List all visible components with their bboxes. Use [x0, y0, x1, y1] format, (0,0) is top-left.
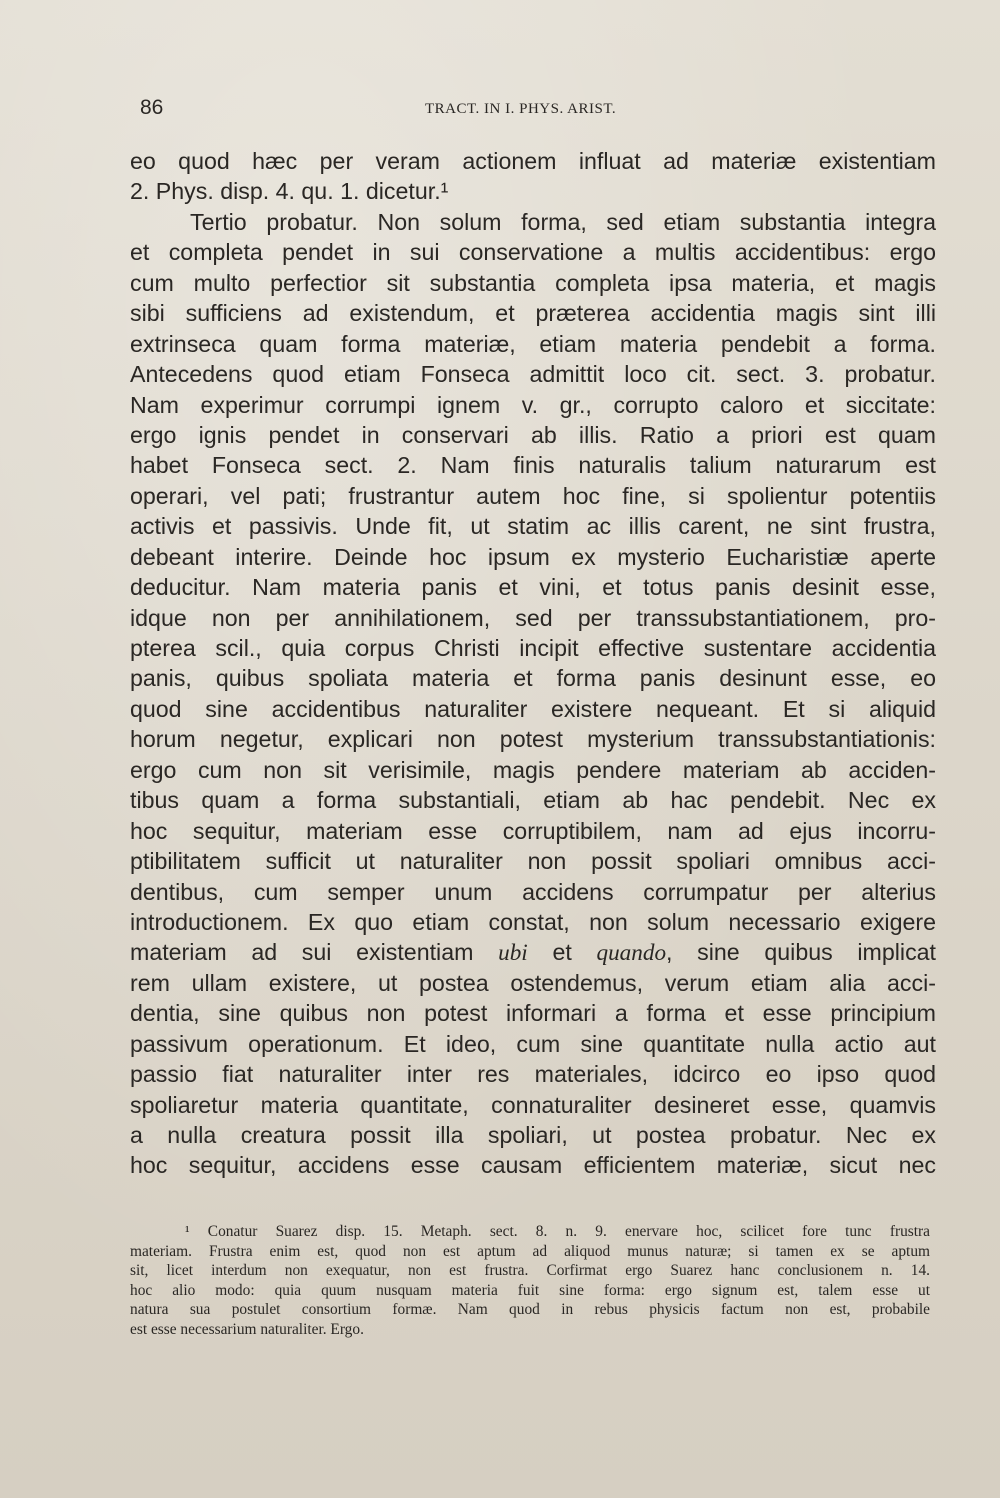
text-line: dentibus, cum semper unum accidens corrumpatur per alterius	[130, 878, 936, 905]
page-header	[140, 96, 934, 120]
text-line: spoliaretur materia quantitate, connaturaliter desineret esse, quamvis	[130, 1091, 936, 1118]
text-line: eo quod hæc per veram actionem influat ad materiæ existentiam	[130, 148, 936, 174]
text-line: deducitur. Nam materia panis et vini, et totus panis desinit esse,	[130, 574, 936, 601]
main-text	[130, 146, 936, 1181]
text-line: passio fiat naturaliter inter res materiales, idcirco eo ipso quod	[130, 1061, 936, 1088]
text-line: introductionem. Ex quo etiam constat, non solum necessario exigere	[130, 908, 936, 935]
footnote-line: sit, licet interdum non exequatur, non est frustra. Corfirmat ergo Suarez hanc conclusionem n. 14.	[130, 1262, 930, 1279]
text-line: sibi sufficiens ad existendum, et præterea accidentia magis sint illi	[130, 300, 936, 327]
text-line: Antecedens quod etiam Fonseca admittit loco cit. sect. 3. probatur.	[130, 361, 936, 388]
text-line: rem ullam existere, ut postea ostendemus, verum etiam alia acci-	[130, 969, 936, 996]
text-line: et completa pendet in sui conservatione a multis accidentibus: ergo	[130, 239, 936, 266]
italic-word-ubi: ubi	[498, 940, 528, 967]
italic-word-quando: quando	[596, 940, 667, 967]
text-line: habet Fonseca sect. 2. Nam finis naturalis talium naturarum est	[130, 452, 936, 479]
footnote-line: est esse necessarium naturaliter. Ergo.	[130, 1320, 364, 1338]
text-fragment: , sine quibus implicat	[666, 939, 936, 966]
text-line: operari, vel pati; frustrantur autem hoc fine, si spolientur potentiis	[130, 482, 936, 509]
text-line	[130, 937, 936, 967]
text-line: activis et passivis. Unde fit, ut statim ac illis carent, ne sint frustra,	[130, 513, 936, 540]
text-line: pterea scil., quia corpus Christi incipit effective sustentare accidentia	[130, 635, 936, 661]
text-fragment: et	[527, 939, 597, 966]
text-line: hoc sequitur, accidens esse causam efficientem materiæ, sicut nec	[130, 1152, 936, 1179]
text-line: ergo ignis pendet in conservari ab illis. Ratio a priori est quam	[130, 421, 936, 448]
text-line: quod sine accidentibus naturaliter existere nequeant. Et si aliquid	[130, 695, 936, 722]
footnote-line: materiam. Frustra enim est, quod non est aptum ad aliquod munus naturæ; si tamen ex se aptum	[130, 1242, 930, 1260]
text-line: horum negetur, explicari non potest mysterium transsubstantiationis:	[130, 726, 936, 753]
text-line: a nulla creatura possit illa spoliari, ut postea probatur. Nec ex	[130, 1122, 936, 1148]
page-number: 86	[140, 96, 164, 119]
footnote-line: hoc alio modo: quia quum nusquam materia fuit sine forma: ergo signum est, talem esse ut	[130, 1281, 930, 1299]
text-line: 2. Phys. disp. 4. qu. 1. dicetur.¹	[130, 178, 449, 205]
text-line: idque non per annihilationem, sed per transsubstantiationem, pro-	[130, 604, 936, 631]
text-line: passivum operationum. Et ideo, cum sine quantitate nulla actio aut	[130, 1030, 936, 1057]
footnote-line: ¹ Conatur Suarez disp. 15. Metaph. sect. 8. n. 9. enervare hoc, scilicet fore tunc frustra	[185, 1223, 930, 1240]
running-head: TRACT. IN I. PHYS. ARIST.	[425, 101, 617, 117]
text-line: ergo cum non sit verisimile, magis pendere materiam ab acciden-	[130, 756, 936, 783]
text-line: extrinseca quam forma materiæ, etiam materia pendebit a forma.	[130, 330, 936, 357]
text-line: debeant interire. Deinde hoc ipsum ex mysterio Eucharistiæ aperte	[130, 543, 936, 570]
text-line: cum multo perfectior sit substantia completa ipsa materia, et magis	[130, 269, 936, 296]
text-line: hoc sequitur, materiam esse corruptibilem, nam ad ejus incorru-	[130, 817, 936, 844]
text-line: tibus quam a forma substantiali, etiam ab hac pendebit. Nec ex	[130, 787, 936, 814]
text-line: Tertio probatur. Non solum forma, sed etiam substantia integra	[190, 208, 936, 235]
text-line: panis, quibus spoliata materia et forma panis desinunt esse, eo	[130, 665, 936, 692]
text-line: ptibilitatem sufficit ut naturaliter non possit spoliari omnibus acci-	[130, 848, 936, 875]
text-line: dentia, sine quibus non potest informari a forma et esse principium	[130, 1000, 936, 1027]
footnote-line: natura sua postulet consortium formæ. Nam quod in rebus physicis factum non est, probabile	[130, 1301, 930, 1318]
footnote	[130, 1222, 930, 1339]
text-fragment: materiam ad sui existentiam	[130, 939, 499, 966]
text-line: Nam experimur corrumpi ignem v. gr., corrupto caloro et siccitate:	[130, 391, 936, 418]
